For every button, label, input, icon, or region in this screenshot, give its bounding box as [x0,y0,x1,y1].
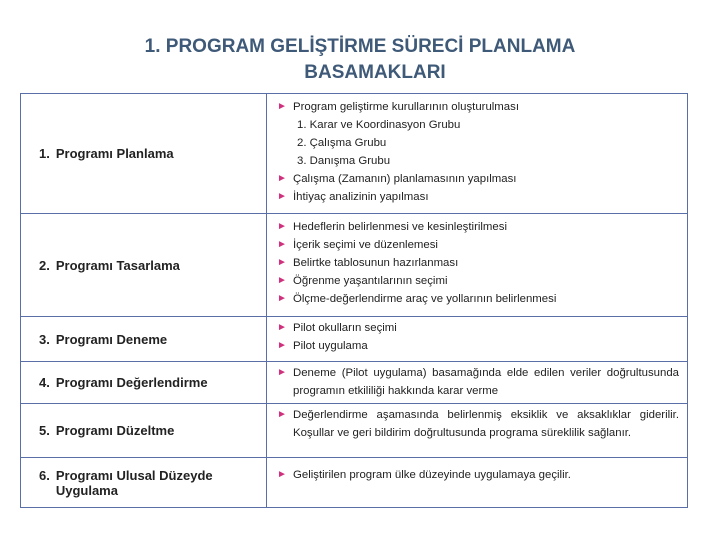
step-label: Programı Planlama [55,146,174,161]
list-item: ► Belirtke tablosunun hazırlanması [277,254,679,272]
list-item: ► İçerik seçimi ve düzenlemesi [277,236,679,254]
list-item: ► Değerlendirme aşamasında belirlenmiş eksiklik ve aksaklıklar giderilir. Koşullar ve geri bildirim doğrultusunda programa süreklilik sağlanır. [277,406,679,442]
list-item: ► Ölçme-değerlendirme araç ve yollarının belirlenmesi [277,290,679,308]
arrow-icon: ► [277,322,287,333]
step-cell [21,404,267,457]
arrow-icon: ► [277,173,287,184]
step-details [277,466,679,484]
list-item: ► İhtiyaç analizinin yapılması [277,188,679,206]
page-title [0,34,720,86]
arrow-icon: ► [277,257,287,268]
list-item: ► Program geliştirme kurullarının oluşturulması [277,98,679,116]
step-number: 1. [39,146,50,161]
step-details [277,364,679,400]
table-row [21,403,687,457]
arrow-icon: ► [277,367,287,378]
table-row [21,316,687,361]
step-cell [21,94,267,213]
list-item: ► Hedeflerin belirlenmesi ve kesinleştirilmesi [277,218,679,236]
arrow-icon: ► [277,293,287,304]
table-row [21,213,687,316]
arrow-icon: ► [277,191,287,202]
table-row [21,457,687,507]
title-line-2: BASAMAKLARI [304,62,446,83]
step-details [277,218,679,308]
arrow-icon: ► [277,101,287,112]
list-item: ► Geliştirilen program ülke düzeyinde uygulamaya geçilir. [277,466,679,484]
step-number: 3. [39,331,50,347]
arrow-icon: ► [277,221,287,232]
step-label: Programı Deneme [55,331,168,347]
arrow-icon: ► [277,239,287,250]
list-item: ► Deneme (Pilot uygulama) basamağında elde edilen veriler doğrultusunda programın etkililiği hakkında karar verme [277,364,679,400]
list-item: 3. Danışma Grubu [297,155,391,167]
step-details [277,98,679,206]
step-details [277,319,679,355]
step-label: Programı Düzeltme [55,423,175,438]
step-number: 5. [39,423,50,438]
arrow-icon: ► [277,469,287,480]
step-number: 2. [39,257,50,273]
step-number: 6. [39,467,50,483]
title-line-1: 1. PROGRAM GELİŞTİRME SÜRECİ PLANLAMA [144,36,576,57]
list-item: ► Çalışma (Zamanın) planlamasının yapılması [277,170,679,188]
step-details [277,406,679,442]
list-item: ► Pilot uygulama [277,337,679,355]
list-item: ► Öğrenme yaşantılarının seçimi [277,272,679,290]
table-row [21,361,687,403]
arrow-icon: ► [277,409,287,420]
step-cell [21,458,267,507]
planning-steps-table [20,93,688,508]
step-label: Programı Tasarlama [55,257,180,273]
step-cell [21,362,267,403]
arrow-icon: ► [277,340,287,351]
list-item: 2. Çalışma Grubu [297,137,387,149]
step-cell [21,317,267,361]
step-number: 4. [39,375,50,390]
step-cell [21,214,267,316]
arrow-icon: ► [277,275,287,286]
table-row [21,94,687,213]
list-item: 1. Karar ve Koordinasyon Grubu [297,119,461,131]
step-label: Programı Değerlendirme [55,375,208,390]
list-item: ► Pilot okulların seçimi [277,319,679,337]
step-label: Programı Ulusal Düzeyde Uygulama [55,467,213,498]
